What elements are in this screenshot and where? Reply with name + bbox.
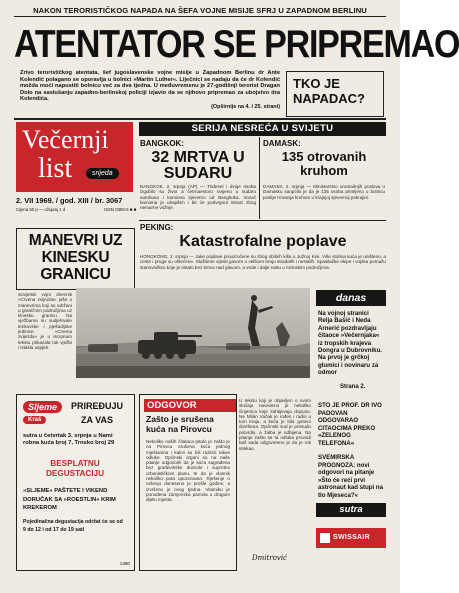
top-banner: NAKON TERORISTIČKOG NAPADA NA ŠEFA VOJNE MISIJE SFRJ U ZAPADNOM BERLINU [33, 6, 367, 15]
manoeuvre-photo [76, 288, 310, 378]
answer-box [139, 394, 237, 571]
border-body: Sovjetski vojni dnevnik »Crvena zvijezda« piše o manevrima koji su održani u graničnim područjima uz kinesku granicu. Na vježbama su sudjelovale tenkovske i pješadijske jedinice. »Crvena zvijezda« je u iscrpnom tekstu prikazala tok vježbi i istakla uspjeh. [18, 292, 72, 350]
masthead-name-1: Večernji [22, 125, 109, 154]
masthead [16, 122, 133, 192]
sljeme-free: BESPLATNU DEGUSTACIJU [45, 459, 105, 478]
peking-body: HONGKONG, 2. srpnja — Jake poplave prouzročene su zbog obilnih kiša u Južnoj Kini. Više stotina kuća je uništeno, a ceste i pruge su oštećene. Službene vijesti govore o velikom broju stradalih i nestalih. Spasilačke ekipe i vojska pomažu stanovništvu koje je ostalo bez krova nad glavom, a vode i dalje rastu u nizinskim područjima. [140, 254, 386, 270]
peking-headline: Katastrofalne poplave [179, 233, 347, 250]
danas-body: Na vojnoj stranici Relja Bašić i Neda Arnerić pozdravljaju čitaoce »Večernjaka« iz tropskih krajeva Dongra u Dubrovniku. Na prvoj je grčkoj glumici i novinaru za odmor [318, 310, 382, 377]
sljeme-ad [16, 394, 135, 571]
lead-block [20, 70, 280, 116]
lead-ref: (Opširnije na 4. i 25. strani) [211, 103, 280, 110]
swissair-cross-icon [320, 533, 330, 543]
danas-ref: Strana 2. [340, 384, 366, 390]
lead-text: Zrivo terorističkog atentata, šef jugoslavenske vojne misije u Zapadnom Berlinu dr Ante Kolendić polagano se oporavlja u bolnici »Martin Luther«. Liječnici se nadaju da će dr Kolendić možda moći napustiti bolnicu već za dva tjedna. U međuvremenu je 27-godišnji terorist Dragan Dolo na saslušanju zapadno-berlinskoj policiji izjavio da se njihovo pripremao za ubojstvo dra Kolendića. [20, 70, 280, 102]
side-question-box [286, 71, 384, 117]
masthead-meta-left: Cijena 50 p — ožujanj 1 d [16, 207, 66, 212]
side-question: TKO JE NAPADAC? [293, 76, 365, 106]
sljeme-hours: Pojedinačna degustacija održat će se od 9 do 12 i od 17 do 19 sati [23, 519, 123, 533]
main-headline: ATENTATOR SE PRIPREMAO [14, 22, 459, 66]
tv-headline: STO JE PROF. DR IVO PADOVAN ODGOVARAO CITAOCIMA PREKO »ZELENOG TELEFONA« [318, 402, 382, 447]
masthead-meta-right: ISSN 0350-5 ■ ■ [104, 207, 137, 212]
damask-city: DAMASK: [263, 139, 301, 148]
answer-body: Nekoliko naših čitalaca pitalo je zašto je na Pirovcu srušena kuća jednog mještanina i kakvi su bili razlozi takve odluke. Općinski organi su na naše pitanje odgovorili da je kuća sagrađena bez građevinske dozvole i suprotno urbanističkom planu, te da je vlasnik nekoliko puta upozoravan. Rješenje o rušenju doneseno je prošle godine, a izvršeno je ovog tjedna. Vlasniku je ponuđena zamjenska parcela u drugom dijelu mjesta. [146, 439, 230, 503]
banner-rule [14, 16, 386, 17]
border-story-box [16, 228, 135, 290]
swissair-name: SWISSAIR [333, 534, 371, 541]
sljeme-products: »SLJEME« PAŠTETE I VIKEND DORUČAK SA »ROESTLIN« KRIM KREKEROM [23, 488, 116, 512]
peking-city: PEKING: [140, 223, 174, 232]
tv-subhead: SVEMIRSKA PROGNOZA: novi odgovori na pitanje »Što će reći prvi astronaut kad stupi na tlo Mjeseca?« [318, 454, 384, 499]
swissair-ad [316, 528, 386, 548]
sljeme-line1: PRIREĐUJU [71, 401, 124, 411]
kras-logo: Kraš [23, 416, 46, 424]
sljeme-logo: Sljeme [23, 401, 62, 413]
answer-body-2: U tekstu koji je objavljen o ovom slučaju navedeno je nekoliko činjenica koje zahtijevaju dopunu. Ne Milan Vučak je rođen i radio u tom kraju, a kuća je bila gotovo dovršena. Općinski sud je presudu potvrdio, a žalba je odbijena. Na pitanje zašto se ta odluka provodi baš sada odgovoreno je da je rok istekao. [239, 398, 311, 451]
sljeme-code: 1380 [119, 561, 130, 566]
answer-signature: Dmitrović [252, 554, 287, 562]
sutra-label: sutra [316, 503, 386, 517]
damask-headline: 135 otrovanih kruhom [281, 149, 367, 178]
masthead-name-2: list [38, 153, 73, 184]
bangkok-divider [259, 137, 260, 219]
sljeme-line2: ZA VAS [81, 415, 114, 425]
masthead-badge: srijeda [86, 168, 119, 179]
series-header: SERIJA NESREĆA U SVIJETU [139, 122, 386, 136]
bangkok-body: BANGKOK, 2. srpnja (AP) — Trideset i dvoje osoba izgubilo su život a četrnaestoro ranjeno u sudaru autobusa i kamiona sjeverno od Bangkoka. Vozač kamiona je uhapšen i bit će podvrgnut istrazi zbog nemarne vožnje. [140, 184, 256, 211]
rule-2 [139, 220, 386, 221]
bangkok-city: BANGKOK: [140, 139, 184, 148]
rule-1 [14, 118, 386, 120]
danas-label: danas [316, 290, 386, 306]
border-headline: MANEVRI UZ KINESKU GRANICU [28, 232, 123, 283]
bangkok-headline: 32 MRTVA U SUDARU [151, 149, 245, 182]
damask-body: DAMASK, 2. srpnja — Ministarstvo unutrašnjih poslova u Damasku saopćilo je da je 135 osoba primljeno u bolnicu poslije trovanja kruhom u krajnjoj sjevernoj pokrajini. [263, 184, 385, 200]
sljeme-body: sutra u četvrtak 3. srpnja u Nami robna kuća broj 7, Trnsko broj 29 [23, 433, 115, 447]
answer-label: ODGOVOR [144, 399, 236, 412]
masthead-date: 2. VII 1969. / god. XIII / br. 3067 [16, 196, 123, 205]
answer-title: Zašto je srušena kuća na Pirovcu [146, 414, 214, 434]
